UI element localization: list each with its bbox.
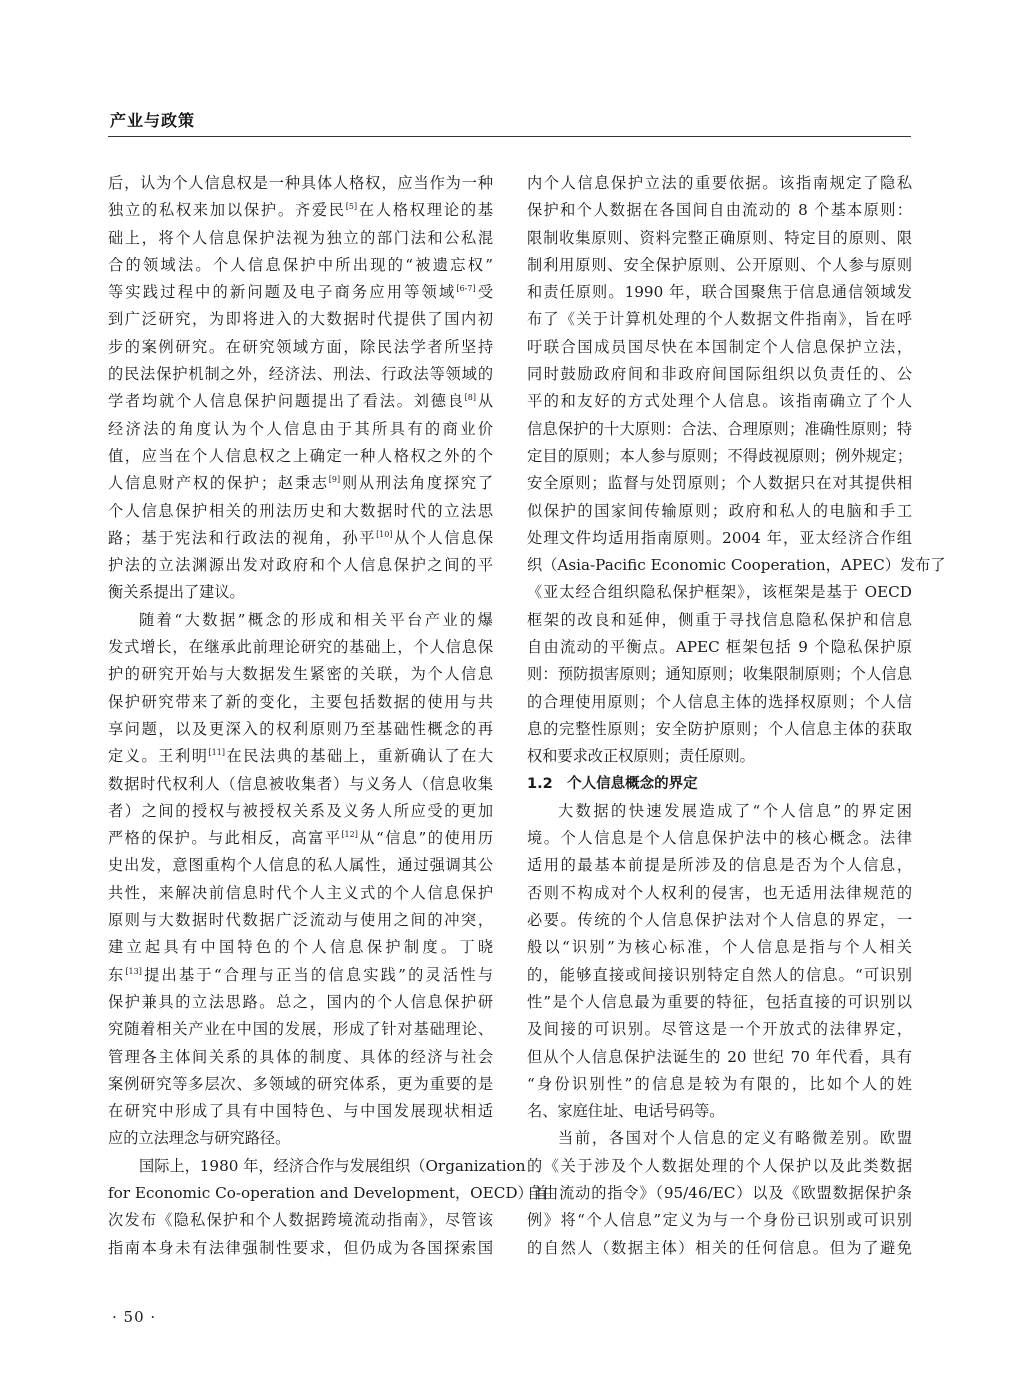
text-line: 布了《关于计算机处理的个人数据文件指南》，旨在呼	[527, 310, 912, 329]
text-line: 到广泛研究，为即将进入的大数据时代提供了国内初	[108, 310, 493, 329]
text-line: 否则不构成对个人权利的侵害，也无适用法律规范的	[527, 883, 912, 902]
text-line: 者）之间的授权与被授权关系及义务人所应受的更加	[108, 801, 493, 820]
text-line: 例》将“个人信息”定义为与一个身份已识别或可识别	[527, 1211, 912, 1230]
text-line: 后，认为个人信息权是一种具体人格权，应当作为一种	[108, 174, 493, 192]
right-column	[527, 170, 946, 1262]
text-line: 则：预防损害原则；通知原则；收集限制原则；个人信息	[527, 665, 912, 684]
text-line: 应的立法理念与研究路径。	[108, 1129, 291, 1148]
citation-marker: [13]	[125, 966, 142, 976]
text-line: 享问题，以及更深入的权利原则乃至基础性概念的再	[108, 719, 493, 738]
text-line: 必要。传统的个人信息保护法对个人信息的界定，一	[527, 911, 912, 930]
left-column	[108, 170, 548, 1262]
text-line: 境。个人信息是个人信息保护法中的核心概念。法律	[527, 829, 912, 848]
text-line: 次发布《隐私保护和个人数据跨境流动指南》，尽管该	[108, 1211, 493, 1230]
section-title: 产业与政策	[110, 111, 196, 130]
text-line: 吁联合国成员国尽快在本国制定个人信息保护立法，	[527, 337, 912, 356]
text-line: 数据时代权利人（信息被收集者）与义务人（信息收集	[108, 774, 493, 793]
text-line: 经济法的角度认为个人信息由于其所具有的商业价	[108, 419, 493, 438]
text-line: 人信息财产权的保护；赵秉志[9]则从刑法角度探究了	[108, 474, 493, 493]
text-line: 严格的保护。与此相反，高富平[12]从“信息”的使用历	[108, 829, 494, 848]
text-line: 护的研究开始与大数据发生紧密的关联，为个人信息	[108, 665, 493, 684]
text-line: 自由流动的指令》（95/46/EC）以及《欧盟数据保护条	[527, 1183, 912, 1202]
text-line: 框架的改良和延伸，侧重于寻找信息隐私保护和信息	[527, 610, 912, 629]
text-line: 原则与大数据时代数据广泛流动与使用之间的冲突，	[108, 911, 493, 930]
text-line: 《亚太经合组织隐私保护框架》，该框架是基于 OECD	[527, 583, 912, 602]
paragraph-start: 当前，各国对个人信息的定义有略微差别。欧盟	[558, 1129, 912, 1148]
citation-marker: [8]	[464, 393, 477, 403]
paragraph-start: 国际上，1980 年，经济合作与发展组织（Organization	[139, 1156, 526, 1175]
citation-marker: [5]	[345, 202, 358, 212]
text-line: 制利用原则、安全保护原则、公开原则、个人参与原则	[527, 255, 912, 274]
text-line: 管理各主体间关系的具体的制度、具体的经济与社会	[108, 1047, 493, 1066]
text-line: 的《关于涉及个人数据处理的个人保护以及此类数据	[527, 1156, 912, 1175]
paragraph-start: 大数据的快速发展造成了“个人信息”的界定困	[558, 801, 912, 820]
text-line: 史出发，意图重构个人信息的私人属性，通过强调其公	[108, 856, 493, 875]
paragraph-start: 随着“大数据”概念的形成和相关平台产业的爆	[139, 610, 493, 629]
text-line: 权和要求改正权原则；责任原则。	[527, 747, 755, 766]
page-number: · 50 ·	[112, 1308, 157, 1326]
text-line: 处理文件均适用指南原则。2004 年，亚太经济合作组	[527, 528, 912, 547]
text-line: 自由流动的平衡点。APEC 框架包括 9 个隐私保护原	[527, 638, 912, 657]
citation-marker: [11]	[208, 748, 225, 758]
text-line: 个人信息保护相关的刑法历史和大数据时代的立法思	[108, 501, 493, 520]
text-line: 发式增长，在继承此前理论研究的基础上，个人信息保	[108, 638, 493, 657]
text-line: 等实践过程中的新问题及电子商务应用等领域[6-7]受	[108, 283, 494, 302]
text-line: 合的领域法。个人信息保护中所出现的“被遗忘权”	[108, 255, 493, 274]
text-line: 适用的最基本前提是所涉及的信息是否为个人信息，	[527, 856, 912, 875]
text-line: 路；基于宪法和行政法的视角，孙平[10]从个人信息保	[108, 528, 494, 547]
text-line: 指南本身未有法律强制性要求，但仍成为各国探索国	[108, 1238, 493, 1257]
text-line: 东[13]提出基于“合理与正当的信息实践”的灵活性与	[108, 965, 494, 984]
text-line: 护法的立法渊源出发对政府和个人信息保护之间的平	[108, 556, 493, 575]
text-line: 但从个人信息保护法诞生的 20 世纪 70 年代看，具有	[527, 1047, 912, 1066]
text-line: 的，能够直接或间接识别特定自然人的信息。“可识别	[527, 965, 912, 984]
text-line: 限制收集原则、资料完整正确原则、特定目的原则、限	[527, 228, 912, 247]
text-line: 究随着相关产业在中国的发展，形成了针对基础理论、	[108, 1020, 493, 1039]
text-line: 保护研究带来了新的变化，主要包括数据的使用与共	[108, 692, 493, 711]
text-line: 建立起具有中国特色的个人信息保护制度。丁晓	[108, 938, 493, 957]
text-line: 学者均就个人信息保护问题提出了看法。刘德良[8]从	[108, 392, 493, 411]
text-line: 定义。王利明[11]在民法典的基础上，重新确认了在大	[108, 747, 494, 766]
text-line: 信息保护的十大原则：合法、合理原则；准确性原则；特	[527, 419, 912, 438]
text-line: 及间接的可识别。尽管这是一个开放式的法律界定，	[527, 1020, 912, 1039]
section-heading: 1.2 个人信息概念的界定	[527, 775, 698, 792]
text-line: for Economic Co-operation and Development，OECD）首	[108, 1183, 548, 1202]
running-header	[108, 108, 911, 137]
citation-marker: [10]	[376, 529, 393, 539]
text-line: 案例研究等多层次、多领域的研究体系，更为重要的是	[108, 1074, 493, 1093]
text-line: “身份识别性”的信息是较为有限的，比如个人的姓	[527, 1074, 912, 1093]
text-line: 定目的原则；本人参与原则；不得歧视原则；例外规定；	[527, 446, 912, 465]
text-line: 独立的私权来加以保护。齐爱民[5]在人格权理论的基	[108, 201, 493, 220]
text-line: 同时鼓励政府间和非政府间国际组织以负责任的、公	[527, 365, 912, 384]
text-line: 保护和个人数据在各国间自由流动的 8 个基本原则：	[527, 201, 912, 220]
text-line: 和责任原则。1990 年，联合国聚焦于信息通信领域发	[527, 283, 912, 302]
text-line: 性”是个人信息最为重要的特征，包括直接的可识别以	[527, 992, 912, 1011]
text-line: 保护兼具的立法思路。总之，国内的个人信息保护研	[108, 992, 493, 1011]
text-line: 般以“识别”为核心标准，个人信息是指与个人相关	[527, 938, 912, 957]
text-line: 的自然人（数据主体）相关的任何信息。但为了避免	[527, 1238, 912, 1257]
text-line: 似保护的国家间传输原则；政府和私人的电脑和手工	[527, 501, 912, 520]
text-line: 平的和友好的方式处理个人信息。该指南确立了个人	[527, 392, 912, 411]
text-line: 础上，将个人信息保护法视为独立的部门法和公私混	[108, 228, 493, 247]
text-line: 息的完整性原则；安全防护原则；个人信息主体的获取	[527, 719, 912, 738]
text-line: 步的案例研究。在研究领域方面，除民法学者所坚持	[108, 337, 493, 356]
text-line: 值，应当在个人信息权之上确定一种人格权之外的个	[108, 446, 493, 465]
citation-marker: [12]	[341, 830, 358, 840]
text-line: 安全原则；监督与处罚原则；个人数据只在对其提供相	[527, 474, 912, 493]
text-line: 名、家庭住址、电话号码等。	[527, 1102, 725, 1121]
text-line: 的民法保护机制之外，经济法、刑法、行政法等领域的	[108, 365, 493, 384]
citation-marker: [6-7]	[456, 284, 476, 294]
text-line: 的合理使用原则；个人信息主体的选择权原则；个人信	[527, 692, 912, 711]
citation-marker: [9]	[328, 475, 341, 485]
text-line: 织（Asia-Pacific Economic Cooperation，APEC）发布了	[527, 556, 946, 575]
text-line: 共性，来解决前信息时代个人主义式的个人信息保护	[108, 883, 493, 902]
text-line: 衡关系提出了建议。	[108, 583, 245, 602]
text-line: 内个人信息保护立法的重要依据。该指南规定了隐私	[527, 174, 912, 192]
text-line: 在研究中形成了具有中国特色、与中国发展现状相适	[108, 1102, 493, 1121]
